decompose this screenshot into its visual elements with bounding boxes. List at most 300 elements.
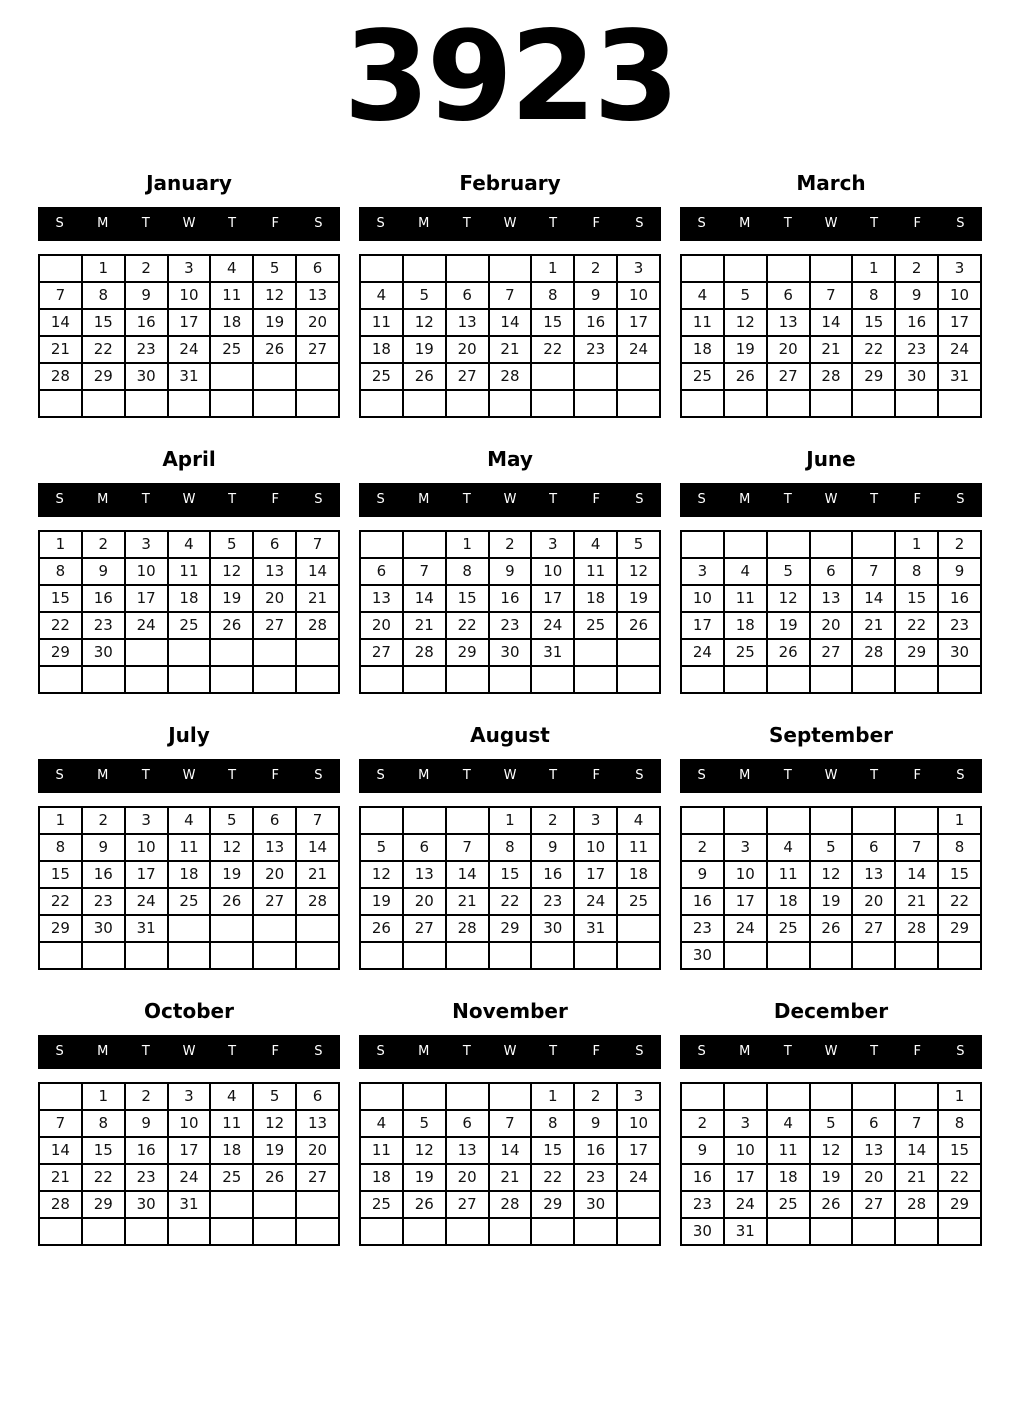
day-cell: 15 — [82, 309, 125, 336]
day-cell — [168, 390, 211, 417]
day-cell: 24 — [125, 888, 168, 915]
day-cell: 12 — [767, 585, 810, 612]
day-cell: 29 — [938, 915, 981, 942]
week-row — [681, 282, 981, 309]
day-cell: 6 — [810, 558, 853, 585]
day-cell — [296, 666, 339, 693]
day-cell: 1 — [39, 531, 82, 558]
day-cell: 30 — [125, 363, 168, 390]
day-cell — [681, 807, 724, 834]
day-cell — [724, 807, 767, 834]
day-cell: 1 — [82, 255, 125, 282]
day-cell: 27 — [253, 888, 296, 915]
weekday-label: W — [824, 492, 838, 508]
day-cell — [767, 1083, 810, 1110]
day-cell: 2 — [938, 531, 981, 558]
day-cell: 7 — [489, 282, 532, 309]
weekday-label: W — [503, 1044, 517, 1060]
day-cell: 19 — [767, 612, 810, 639]
day-cell: 15 — [895, 585, 938, 612]
day-cell: 16 — [938, 585, 981, 612]
day-cell — [852, 1083, 895, 1110]
day-cell — [125, 639, 168, 666]
day-cell: 26 — [403, 1191, 446, 1218]
day-cell: 25 — [210, 336, 253, 363]
day-cell: 22 — [39, 612, 82, 639]
day-cell: 22 — [895, 612, 938, 639]
day-cell: 17 — [125, 585, 168, 612]
day-cell — [210, 666, 253, 693]
day-cell: 1 — [938, 807, 981, 834]
day-cell: 26 — [724, 363, 767, 390]
day-cell: 28 — [296, 612, 339, 639]
day-cell — [360, 390, 403, 417]
day-cell: 14 — [39, 1137, 82, 1164]
day-cell: 25 — [574, 612, 617, 639]
week-row — [360, 1110, 660, 1137]
day-cell: 4 — [574, 531, 617, 558]
month-title: November — [452, 998, 568, 1023]
day-cell: 6 — [852, 1110, 895, 1137]
weekday-header-bar — [680, 483, 982, 517]
month-date-grid — [680, 254, 982, 418]
month-title: July — [168, 722, 210, 747]
day-cell: 8 — [938, 834, 981, 861]
week-row — [360, 666, 660, 693]
month-date-grid-body — [681, 531, 981, 693]
month-date-grid-body — [39, 531, 339, 693]
day-cell: 11 — [210, 1110, 253, 1137]
day-cell: 30 — [82, 639, 125, 666]
day-cell: 31 — [938, 363, 981, 390]
weekday-label: S — [635, 216, 644, 232]
day-cell — [574, 639, 617, 666]
month-date-grid-body — [360, 255, 660, 417]
day-cell: 7 — [403, 558, 446, 585]
day-cell — [403, 531, 446, 558]
week-row — [681, 915, 981, 942]
day-cell: 18 — [724, 612, 767, 639]
week-row — [360, 861, 660, 888]
day-cell — [489, 1083, 532, 1110]
day-cell: 7 — [852, 558, 895, 585]
day-cell — [617, 363, 660, 390]
day-cell — [210, 1191, 253, 1218]
day-cell: 16 — [574, 1137, 617, 1164]
weekday-label: S — [697, 768, 706, 784]
weekday-label: S — [55, 216, 64, 232]
day-cell: 24 — [617, 336, 660, 363]
week-row — [39, 1110, 339, 1137]
day-cell: 19 — [210, 585, 253, 612]
day-cell: 4 — [168, 807, 211, 834]
day-cell: 8 — [489, 834, 532, 861]
day-cell — [253, 915, 296, 942]
week-row — [360, 834, 660, 861]
day-cell — [724, 942, 767, 969]
day-cell: 24 — [724, 1191, 767, 1218]
day-cell — [253, 1191, 296, 1218]
day-cell — [810, 942, 853, 969]
day-cell: 17 — [724, 888, 767, 915]
day-cell: 23 — [681, 915, 724, 942]
day-cell: 9 — [938, 558, 981, 585]
day-cell: 30 — [574, 1191, 617, 1218]
day-cell — [531, 942, 574, 969]
day-cell: 24 — [617, 1164, 660, 1191]
day-cell — [617, 666, 660, 693]
day-cell: 26 — [253, 1164, 296, 1191]
day-cell — [39, 942, 82, 969]
month-date-grid-body — [681, 1083, 981, 1245]
week-row — [681, 1137, 981, 1164]
day-cell: 4 — [767, 1110, 810, 1137]
day-cell: 16 — [82, 585, 125, 612]
weekday-label: S — [697, 216, 706, 232]
weekday-label: F — [592, 768, 601, 784]
day-cell: 28 — [810, 363, 853, 390]
day-cell: 10 — [168, 1110, 211, 1137]
day-cell — [446, 255, 489, 282]
week-row — [39, 255, 339, 282]
day-cell: 17 — [681, 612, 724, 639]
weekday-label: W — [824, 768, 838, 784]
day-cell: 22 — [82, 1164, 125, 1191]
day-cell: 9 — [681, 861, 724, 888]
day-cell — [767, 531, 810, 558]
week-row — [681, 390, 981, 417]
day-cell: 27 — [253, 612, 296, 639]
day-cell — [531, 390, 574, 417]
day-cell: 31 — [168, 363, 211, 390]
day-cell: 26 — [253, 336, 296, 363]
day-cell: 5 — [617, 531, 660, 558]
day-cell: 12 — [810, 1137, 853, 1164]
day-cell: 5 — [210, 807, 253, 834]
day-cell: 3 — [938, 255, 981, 282]
month-title: January — [146, 170, 232, 195]
day-cell — [360, 666, 403, 693]
day-cell — [489, 1218, 532, 1245]
day-cell: 10 — [938, 282, 981, 309]
day-cell: 3 — [724, 834, 767, 861]
day-cell: 22 — [531, 336, 574, 363]
day-cell: 12 — [210, 834, 253, 861]
day-cell: 28 — [39, 363, 82, 390]
day-cell: 4 — [617, 807, 660, 834]
day-cell: 21 — [39, 336, 82, 363]
day-cell: 26 — [360, 915, 403, 942]
day-cell — [296, 639, 339, 666]
day-cell — [296, 363, 339, 390]
day-cell: 31 — [125, 915, 168, 942]
day-cell: 18 — [360, 336, 403, 363]
day-cell: 5 — [810, 1110, 853, 1137]
day-cell: 24 — [168, 336, 211, 363]
day-cell — [253, 639, 296, 666]
day-cell — [489, 942, 532, 969]
day-cell — [895, 942, 938, 969]
day-cell — [39, 390, 82, 417]
day-cell — [253, 363, 296, 390]
day-cell: 19 — [403, 1164, 446, 1191]
day-cell — [82, 390, 125, 417]
day-cell: 2 — [82, 807, 125, 834]
day-cell: 6 — [253, 531, 296, 558]
day-cell: 17 — [125, 861, 168, 888]
day-cell: 13 — [767, 309, 810, 336]
day-cell: 26 — [810, 915, 853, 942]
weekday-label: F — [271, 1044, 280, 1060]
day-cell: 7 — [489, 1110, 532, 1137]
day-cell: 20 — [296, 1137, 339, 1164]
weekday-label: T — [228, 492, 237, 508]
weekday-label: T — [462, 768, 471, 784]
day-cell: 3 — [531, 531, 574, 558]
day-cell — [360, 807, 403, 834]
day-cell: 10 — [574, 834, 617, 861]
day-cell: 22 — [446, 612, 489, 639]
day-cell: 28 — [296, 888, 339, 915]
day-cell: 27 — [767, 363, 810, 390]
day-cell: 2 — [574, 1083, 617, 1110]
month-date-grid-body — [681, 807, 981, 969]
day-cell: 11 — [360, 309, 403, 336]
day-cell: 23 — [125, 1164, 168, 1191]
day-cell: 20 — [360, 612, 403, 639]
day-cell: 11 — [574, 558, 617, 585]
day-cell — [574, 1218, 617, 1245]
day-cell: 7 — [895, 1110, 938, 1137]
month-date-grid-body — [681, 255, 981, 417]
day-cell — [446, 1083, 489, 1110]
weekday-label: W — [503, 492, 517, 508]
weekday-label: M — [97, 492, 109, 508]
day-cell — [403, 390, 446, 417]
day-cell: 21 — [403, 612, 446, 639]
day-cell: 16 — [681, 1164, 724, 1191]
day-cell: 5 — [253, 1083, 296, 1110]
day-cell: 15 — [489, 861, 532, 888]
day-cell — [446, 807, 489, 834]
day-cell: 30 — [681, 1218, 724, 1245]
week-row — [39, 1191, 339, 1218]
day-cell: 21 — [446, 888, 489, 915]
day-cell: 22 — [489, 888, 532, 915]
day-cell: 25 — [681, 363, 724, 390]
weekday-header-bar — [359, 759, 661, 793]
day-cell: 21 — [39, 1164, 82, 1191]
day-cell: 15 — [446, 585, 489, 612]
week-row — [681, 888, 981, 915]
day-cell: 1 — [938, 1083, 981, 1110]
day-cell: 9 — [489, 558, 532, 585]
day-cell — [210, 1218, 253, 1245]
day-cell — [82, 942, 125, 969]
day-cell — [617, 942, 660, 969]
day-cell: 17 — [724, 1164, 767, 1191]
week-row — [681, 1164, 981, 1191]
day-cell — [125, 390, 168, 417]
week-row — [39, 390, 339, 417]
weekday-label: S — [314, 216, 323, 232]
month-block — [680, 999, 982, 1246]
weekday-label: T — [228, 216, 237, 232]
month-date-grid — [680, 1082, 982, 1246]
day-cell — [574, 363, 617, 390]
week-row — [39, 1137, 339, 1164]
day-cell — [403, 666, 446, 693]
week-row — [39, 807, 339, 834]
week-row — [681, 585, 981, 612]
week-row — [39, 666, 339, 693]
day-cell — [253, 1218, 296, 1245]
week-row — [39, 1164, 339, 1191]
day-cell: 7 — [446, 834, 489, 861]
day-cell — [39, 666, 82, 693]
day-cell — [810, 390, 853, 417]
day-cell — [489, 255, 532, 282]
week-row — [360, 1083, 660, 1110]
day-cell: 15 — [938, 861, 981, 888]
week-row — [39, 861, 339, 888]
day-cell — [360, 942, 403, 969]
day-cell: 9 — [574, 1110, 617, 1137]
day-cell: 27 — [446, 363, 489, 390]
weekday-label: T — [870, 492, 879, 508]
day-cell: 27 — [360, 639, 403, 666]
day-cell: 27 — [296, 1164, 339, 1191]
day-cell — [489, 666, 532, 693]
weekday-label: T — [141, 1044, 150, 1060]
day-cell: 18 — [767, 1164, 810, 1191]
month-date-grid-body — [39, 255, 339, 417]
day-cell — [82, 1218, 125, 1245]
day-cell: 23 — [938, 612, 981, 639]
weekday-header-bar — [38, 1035, 340, 1069]
weekday-label: T — [783, 1044, 792, 1060]
day-cell: 21 — [895, 1164, 938, 1191]
day-cell: 27 — [446, 1191, 489, 1218]
weekday-label: F — [271, 768, 280, 784]
day-cell: 3 — [168, 1083, 211, 1110]
day-cell: 3 — [574, 807, 617, 834]
day-cell — [574, 390, 617, 417]
day-cell — [681, 1083, 724, 1110]
month-date-grid — [680, 806, 982, 970]
week-row — [39, 282, 339, 309]
day-cell — [403, 942, 446, 969]
day-cell: 24 — [938, 336, 981, 363]
day-cell — [810, 531, 853, 558]
day-cell: 28 — [39, 1191, 82, 1218]
day-cell: 23 — [574, 336, 617, 363]
day-cell: 11 — [767, 1137, 810, 1164]
month-date-grid — [359, 806, 661, 970]
day-cell: 25 — [168, 612, 211, 639]
day-cell: 19 — [617, 585, 660, 612]
weekday-label: M — [418, 1044, 430, 1060]
day-cell: 13 — [296, 282, 339, 309]
day-cell — [39, 1083, 82, 1110]
day-cell — [938, 390, 981, 417]
day-cell: 31 — [531, 639, 574, 666]
day-cell: 22 — [82, 336, 125, 363]
day-cell: 27 — [810, 639, 853, 666]
month-title: March — [796, 170, 866, 195]
day-cell: 26 — [617, 612, 660, 639]
weekday-label: M — [739, 1044, 751, 1060]
day-cell — [938, 942, 981, 969]
day-cell: 25 — [724, 639, 767, 666]
week-row — [360, 309, 660, 336]
weekday-label: W — [824, 1044, 838, 1060]
weekday-label: W — [182, 492, 196, 508]
day-cell: 5 — [253, 255, 296, 282]
day-cell — [125, 942, 168, 969]
day-cell: 16 — [895, 309, 938, 336]
day-cell — [574, 666, 617, 693]
month-date-grid — [359, 254, 661, 418]
month-date-grid — [680, 530, 982, 694]
day-cell: 25 — [767, 915, 810, 942]
day-cell: 18 — [767, 888, 810, 915]
week-row — [681, 336, 981, 363]
weekday-label: T — [870, 216, 879, 232]
weekday-label: S — [697, 492, 706, 508]
day-cell: 12 — [210, 558, 253, 585]
day-cell — [296, 1218, 339, 1245]
day-cell — [617, 1218, 660, 1245]
day-cell: 8 — [895, 558, 938, 585]
day-cell: 13 — [253, 834, 296, 861]
day-cell: 8 — [531, 282, 574, 309]
day-cell: 17 — [531, 585, 574, 612]
day-cell: 3 — [724, 1110, 767, 1137]
day-cell: 12 — [360, 861, 403, 888]
day-cell: 25 — [767, 1191, 810, 1218]
day-cell: 7 — [296, 531, 339, 558]
day-cell: 16 — [125, 309, 168, 336]
day-cell: 8 — [531, 1110, 574, 1137]
day-cell: 13 — [852, 861, 895, 888]
day-cell: 21 — [810, 336, 853, 363]
day-cell: 9 — [125, 1110, 168, 1137]
weekday-label: T — [462, 492, 471, 508]
day-cell — [724, 390, 767, 417]
weekday-label: T — [549, 1044, 558, 1060]
day-cell: 27 — [403, 915, 446, 942]
day-cell: 19 — [724, 336, 767, 363]
day-cell: 13 — [403, 861, 446, 888]
day-cell: 30 — [125, 1191, 168, 1218]
week-row — [360, 363, 660, 390]
day-cell — [810, 807, 853, 834]
week-row — [360, 585, 660, 612]
day-cell: 12 — [253, 282, 296, 309]
day-cell: 10 — [617, 282, 660, 309]
week-row — [39, 888, 339, 915]
day-cell — [403, 1218, 446, 1245]
weekday-label: S — [956, 1044, 965, 1060]
weekday-label: W — [824, 216, 838, 232]
weekday-label: S — [697, 1044, 706, 1060]
weekday-label: S — [314, 1044, 323, 1060]
day-cell: 18 — [360, 1164, 403, 1191]
month-title: December — [773, 998, 889, 1023]
week-row — [39, 834, 339, 861]
weekday-header-bar — [680, 1035, 982, 1069]
